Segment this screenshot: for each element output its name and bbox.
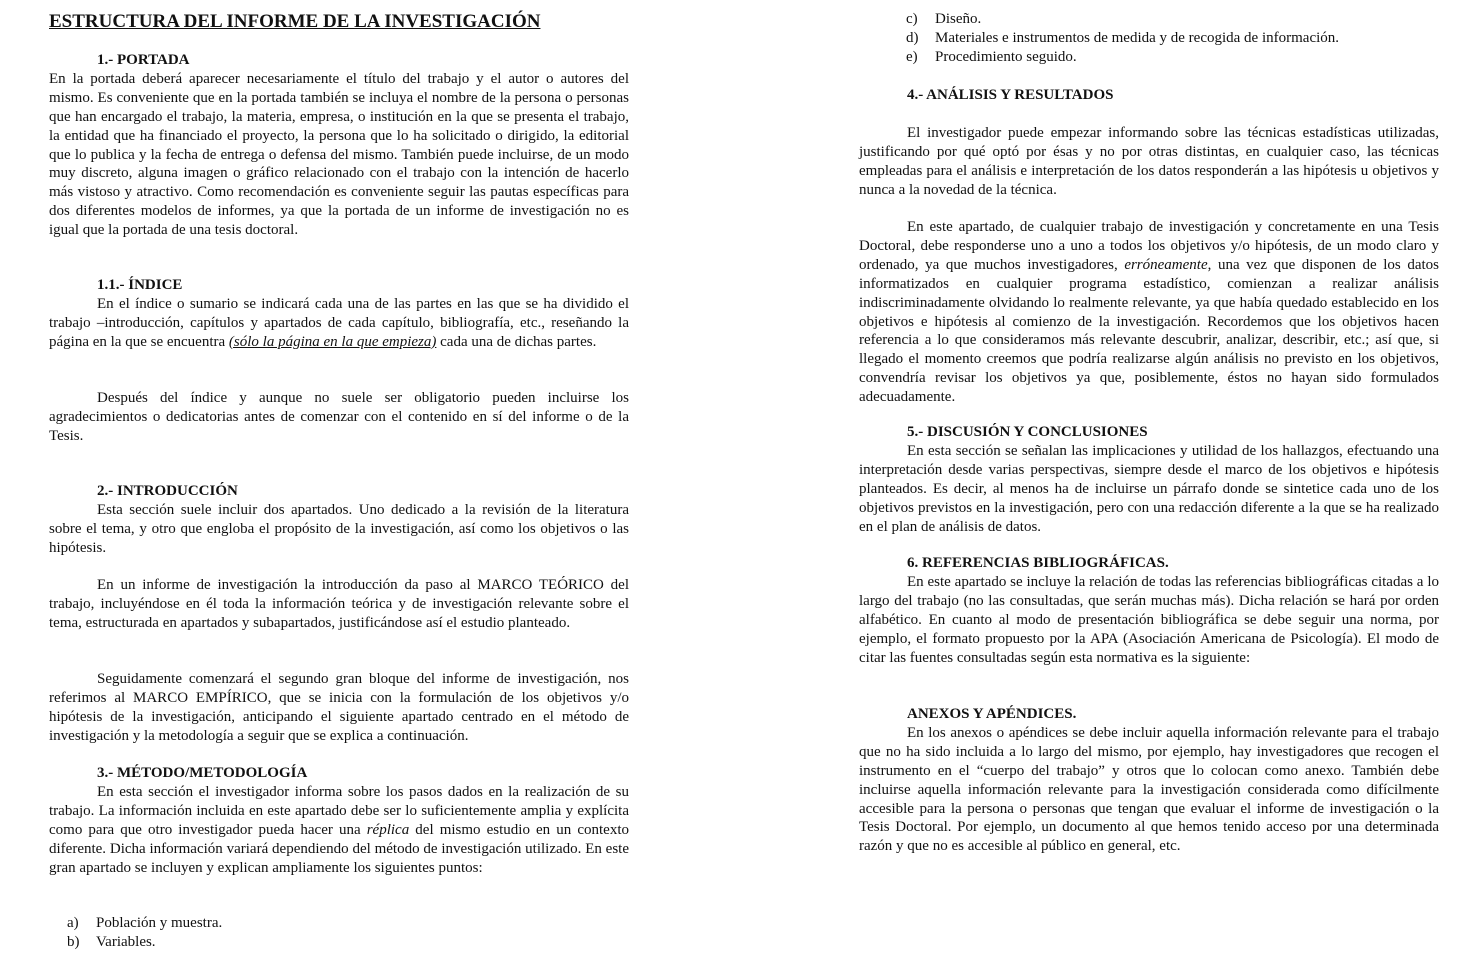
analisis-italic-word: erróneamente	[1124, 256, 1208, 273]
section-introduccion-p2	[49, 576, 629, 633]
discusion-body: En esta sección se señalan las implicaciones y utilidad de los hallazgos, efectuando una interpretación desde varias perspectivas, siempre desde el marco de los objetivos e hipótesis planteados. Es decir, al menos ha de incluirse un párrafo donde se sintetice cada uno de los objetivos previstos en la investigación, pero con una redacción diferente a la que se ha realizado en el plan de análisis de datos.	[859, 442, 1439, 535]
heading-introduccion: 2.- INTRODUCCIÓN	[97, 483, 238, 499]
heading-discusion: 5.- DISCUSIÓN Y CONCLUSIONES	[907, 424, 1148, 440]
section-analisis-p1	[859, 124, 1439, 200]
heading-portada: 1.- PORTADA	[97, 52, 190, 68]
list-item: c) Diseño.	[906, 11, 982, 27]
method-list-part-1	[49, 914, 629, 952]
list-item: b) Variables.	[67, 933, 156, 950]
section-indice	[49, 276, 629, 352]
document-title: ESTRUCTURA DEL INFORME DE LA INVESTIGACIÓN	[49, 11, 541, 32]
heading-indice: 1.1.- ÍNDICE	[97, 277, 183, 293]
metodo-body: En esta sección el investigador informa sobre los pasos dados en la realización de su trabajo. La información incluida en este apartado debe ser lo suficientemente amplia y explícita como para que otro investigador pueda hacer una réplica del mismo estudio en un contexto diferente. Dicha información variará dependiendo del método de investigación utilizado. En este gran apartado se incluyen y explican ampliamente los siguientes puntos:	[49, 783, 629, 876]
introduccion-paragraph-2: En un informe de investigación la introducción da paso al MARCO TEÓRICO del trabajo, incluyéndose en él toda la información teórica y de investigación relevante sobre el tema, estructurada en apartados y subapartados, justificándose así el estudio planteado.	[49, 577, 629, 631]
list-item: a) Población y muestra.	[67, 915, 223, 931]
analisis-paragraph-1: El investigador puede empezar informando sobre las técnicas estadísticas utilizadas, justificando por qué optó por ésas y no por otras distintas, en cualquier caso, las técnicas empleadas para el análisis e interpretación de los datos responderán a las hipótesis u objetivos y nunca a la novedad de la técnica.	[859, 125, 1439, 198]
heading-metodo: 3.- MÉTODO/METODOLOGÍA	[97, 765, 308, 781]
referencias-body: En este apartado se incluye la relación de todas las referencias bibliográficas citadas a lo largo del trabajo (no las consultadas, que serán muchas más). Dicha relación se hará por orden alfabético. En cuanto al modo de presentación bibliográfica se debe seguir una norma, por ejemplo, el formato propuesto por la APA (Asociación Americana de Psicología). El modo de citar las fuentes consultadas según esta normativa es la siguiente:	[859, 573, 1439, 666]
section-referencias	[859, 554, 1439, 667]
section-anexos	[859, 705, 1439, 856]
section-analisis	[859, 86, 1439, 105]
indice-body: En el índice o sumario se indicará cada una de las partes en las que se ha dividido el trabajo –introducción, capítulos y apartados de cada capítulo, bibliografía, etc., reseñando la página en la que se encuentra (sólo la página en la que empieza) cada una de dichas partes.	[49, 295, 629, 350]
section-introduccion-p3	[49, 670, 629, 746]
heading-analisis: 4.- ANÁLISIS Y RESULTADOS	[907, 87, 1114, 103]
method-list-part-2	[888, 10, 1468, 67]
heading-referencias: 6. REFERENCIAS BIBLIOGRÁFICAS.	[907, 555, 1169, 571]
indice-paragraph-2: Después del índice y aunque no suele ser obligatorio pueden incluirse los agradecimientos o dedicatorias antes de comenzar con el contenido en sí del informe o de la Tesis.	[49, 390, 629, 444]
metodo-italic-word: réplica	[366, 821, 410, 838]
section-indice-p2	[49, 389, 629, 446]
section-discusion	[859, 423, 1439, 536]
analisis-paragraph-2: En este apartado, de cualquier trabajo de investigación y concretamente en una Tesis Doctoral, debe responderse uno a uno a todos los objetivos y/o hipótesis, de un modo claro y ordenado, ya que muchos investigadores, erróneamente, una vez que disponen de los datos informatizados en cualquier programa estadístico, comienzan a realizar análisis indiscriminadamente olvidando lo realmente relevante, ya que había quedado establecido en los objetivos e hipótesis al comienzo de la investigación. Recordemos que los objetivos hacen referencia a lo que consideramos más relevante descubrir, analizar, describir, etc.; así que, si llegado el momento creemos que podría realizarse algún análisis no previsto en los objetivos, convendría revisar los objetivos ya que, posiblemente, éstos no hayan sido formulados adecuadamente.	[859, 219, 1440, 406]
section-metodo	[49, 764, 629, 877]
introduccion-paragraph-3: Seguidamente comenzará el segundo gran bloque del informe de investigación, nos referimos al MARCO EMPÍRICO, que se inicia con la formulación de los objetivos y/o hipótesis de la investigación, anticipando el siguiente apartado centrado en el método de investigación y la metodología a seguir que se explica a continuación.	[49, 671, 629, 744]
list-item: d) Materiales e instrumentos de medida y de recogida de información.	[906, 29, 1340, 46]
introduccion-paragraph-1: Esta sección suele incluir dos apartados. Uno dedicado a la revisión de la literatura sobre el tema, y otro que engloba el propósito de la investigación, así como los objetivos o las hipótesis.	[49, 501, 629, 556]
portada-body: En la portada deberá aparecer necesariamente el título del trabajo y el autor o autores del mismo. Es conveniente que en la portada también se incluya el nombre de la persona o personas que han encargado el trabajo, la materia, empresa, o institución en la que se presenta el trabajo, la entidad que ha financiado el proyecto, la persona que lo ha solicitado o dirigido, la editorial que lo publica y la fecha de entrega o defensa del mismo. También puede incluirse, de un modo muy discreto, alguna imagen o gráfico relacionado con el trabajo con la intención de hacerlo más vistoso y atractivo. Como recomendación es conveniente seguir las pautas específicas para dos diferentes modelos de informes, ya que la portada de un informe de investigación no es igual que la portada de una tesis doctoral.	[49, 70, 629, 239]
section-analisis-p2	[859, 218, 1439, 407]
anexos-body: En los anexos o apéndices se debe incluir aquella información relevante para el trabajo que no ha sido incluida a lo largo del mismo, por ejemplo, hay investigadores que recogen el instrumento en el “cuerpo del trabajo” y otros que lo colocan como anexo. También debe incluirse aquella información relevante para la investigación considerada como difícilmente accesible para la persona o personas que tengan que evaluar el informe de investigación o la Tesis Doctoral. Por ejemplo, un documento al que hemos tenido acceso por una determinada razón y que no es accesible al público en general, etc.	[859, 724, 1439, 855]
indice-italic-note: (sólo la página en la que empieza)	[228, 333, 437, 350]
heading-anexos: ANEXOS Y APÉNDICES.	[907, 706, 1077, 722]
section-introduccion	[49, 482, 629, 558]
list-item: e) Procedimiento seguido.	[906, 48, 1077, 65]
section-portada	[49, 51, 629, 240]
